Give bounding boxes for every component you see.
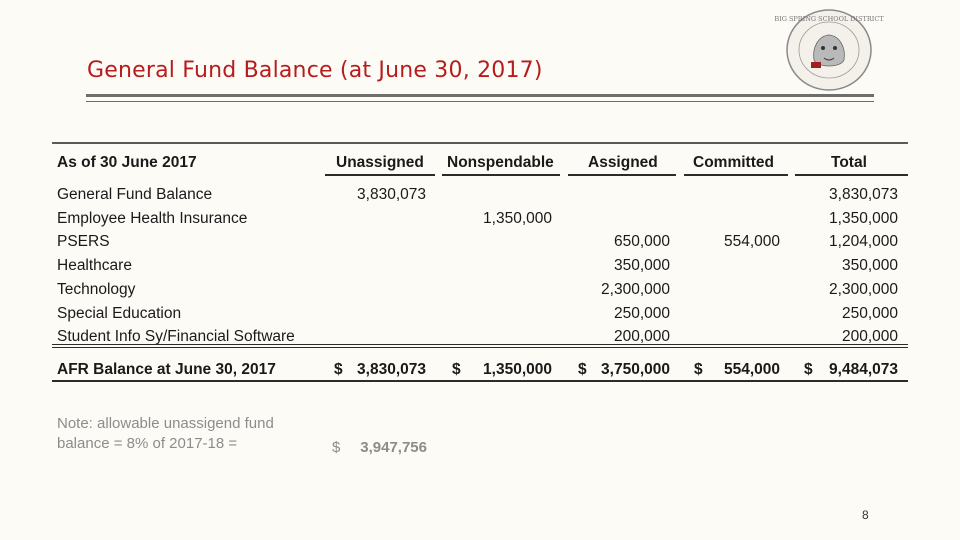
header-underline — [795, 174, 908, 176]
note-value: 3,947,756 — [360, 439, 427, 456]
cell-assigned: 200,000 — [613, 328, 670, 345]
cell-nonspendable: 1,350,000 — [483, 210, 552, 227]
header-total: Total — [831, 154, 867, 171]
svg-text:BIG SPRING SCHOOL DISTRICT: BIG SPRING SCHOOL DISTRICT — [774, 15, 884, 23]
currency-symbol: $ — [804, 361, 813, 378]
cell-unassigned: 3,830,073 — [357, 186, 426, 203]
header-underline — [442, 174, 560, 176]
total-nonspendable: 1,350,000 — [483, 361, 552, 378]
cell-assigned: 2,300,000 — [601, 281, 670, 298]
total-assigned: 3,750,000 — [601, 361, 670, 378]
total-total: 9,484,073 — [829, 361, 898, 378]
total-rule — [52, 344, 908, 348]
cell-total: 350,000 — [841, 257, 898, 274]
cell-assigned: 650,000 — [613, 233, 670, 250]
currency-symbol: $ — [334, 361, 343, 378]
total-unassigned: 3,830,073 — [357, 361, 426, 378]
header-unassigned: Unassigned — [336, 154, 424, 171]
cell-assigned: 250,000 — [613, 305, 670, 322]
cell-total: 250,000 — [841, 305, 898, 322]
cell-committed: 554,000 — [723, 233, 780, 250]
allowable-balance-note: Note: allowable unassigend fund balance = 8% of 2017-18 = — [57, 415, 274, 452]
bottom-rule — [52, 380, 908, 382]
title-rule — [86, 94, 874, 102]
row-label: Student Info Sy/Financial Software — [57, 328, 295, 345]
fund-balance-table — [52, 142, 908, 382]
header-as-of: As of 30 June 2017 — [57, 154, 197, 171]
cell-total: 1,204,000 — [829, 233, 898, 250]
cell-total: 3,830,073 — [829, 186, 898, 203]
slide-title: General Fund Balance (at June 30, 2017) — [87, 58, 543, 83]
cell-total: 200,000 — [841, 328, 898, 345]
cell-assigned: 350,000 — [613, 257, 670, 274]
note-currency: $ — [332, 439, 341, 456]
row-label: Special Education — [57, 305, 182, 322]
header-assigned: Assigned — [588, 154, 658, 171]
header-committed: Committed — [693, 154, 774, 171]
row-label: Healthcare — [57, 257, 132, 274]
total-row-label: AFR Balance at June 30, 2017 — [57, 361, 276, 378]
cell-total: 1,350,000 — [829, 210, 898, 227]
total-committed: 554,000 — [723, 361, 780, 378]
header-underline — [684, 174, 788, 176]
school-district-seal-icon — [774, 8, 884, 92]
row-label: General Fund Balance — [57, 186, 213, 203]
header-underline — [325, 174, 435, 176]
row-label: PSERS — [57, 233, 110, 250]
cell-total: 2,300,000 — [829, 281, 898, 298]
row-label: Technology — [57, 281, 136, 298]
currency-symbol: $ — [578, 361, 587, 378]
currency-symbol: $ — [452, 361, 461, 378]
header-underline — [568, 174, 676, 176]
currency-symbol: $ — [694, 361, 703, 378]
row-label: Employee Health Insurance — [57, 210, 248, 227]
page-number: 8 — [862, 508, 869, 522]
table-top-rule — [52, 142, 908, 144]
header-nonspendable: Nonspendable — [447, 154, 554, 171]
